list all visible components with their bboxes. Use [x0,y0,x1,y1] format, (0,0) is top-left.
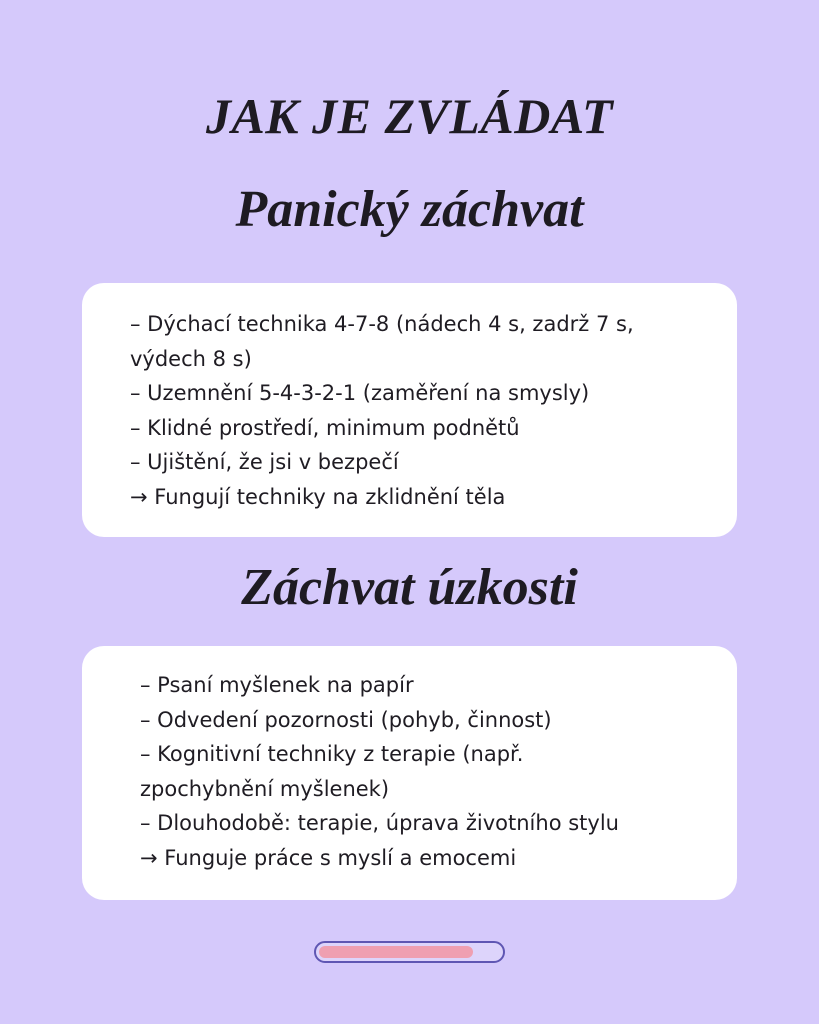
section-title-panic-attack: Panický záchvat [235,181,584,238]
list-item: → Funguje práce s myslí a emocemi [140,845,517,870]
list-item: – Klidné prostředí, minimum podnětů [130,415,520,440]
list-item: zpochybnění myšlenek) [140,776,390,801]
list-item: → Fungují techniky na zklidnění těla [130,484,506,509]
progress-bar-fill [319,946,473,958]
list-item: – Dýchací technika 4-7-8 (nádech 4 s, zadrž 7 s, [130,312,634,336]
list-item: – Dlouhodobě: terapie, úprava životního stylu [140,811,619,835]
list-item: – Kognitivní techniky z terapie (např. [140,742,524,766]
anxiety-attack-card [82,646,737,900]
panic-attack-card [82,283,737,537]
list-item: – Ujištění, že jsi v bezpečí [130,450,399,474]
list-item: – Uzemnění 5-4-3-2-1 (zaměření na smysly) [130,381,590,405]
progress-bar [314,941,505,963]
section-title-anxiety-attack: Záchvat úzkosti [241,559,578,616]
page-title: JAK JE ZVLÁDAT [205,88,614,144]
list-item: – Odvedení pozornosti (pohyb, činnost) [140,707,552,732]
list-item: – Psaní myšlenek na papír [140,673,414,697]
list-item: výdech 8 s) [130,346,252,371]
